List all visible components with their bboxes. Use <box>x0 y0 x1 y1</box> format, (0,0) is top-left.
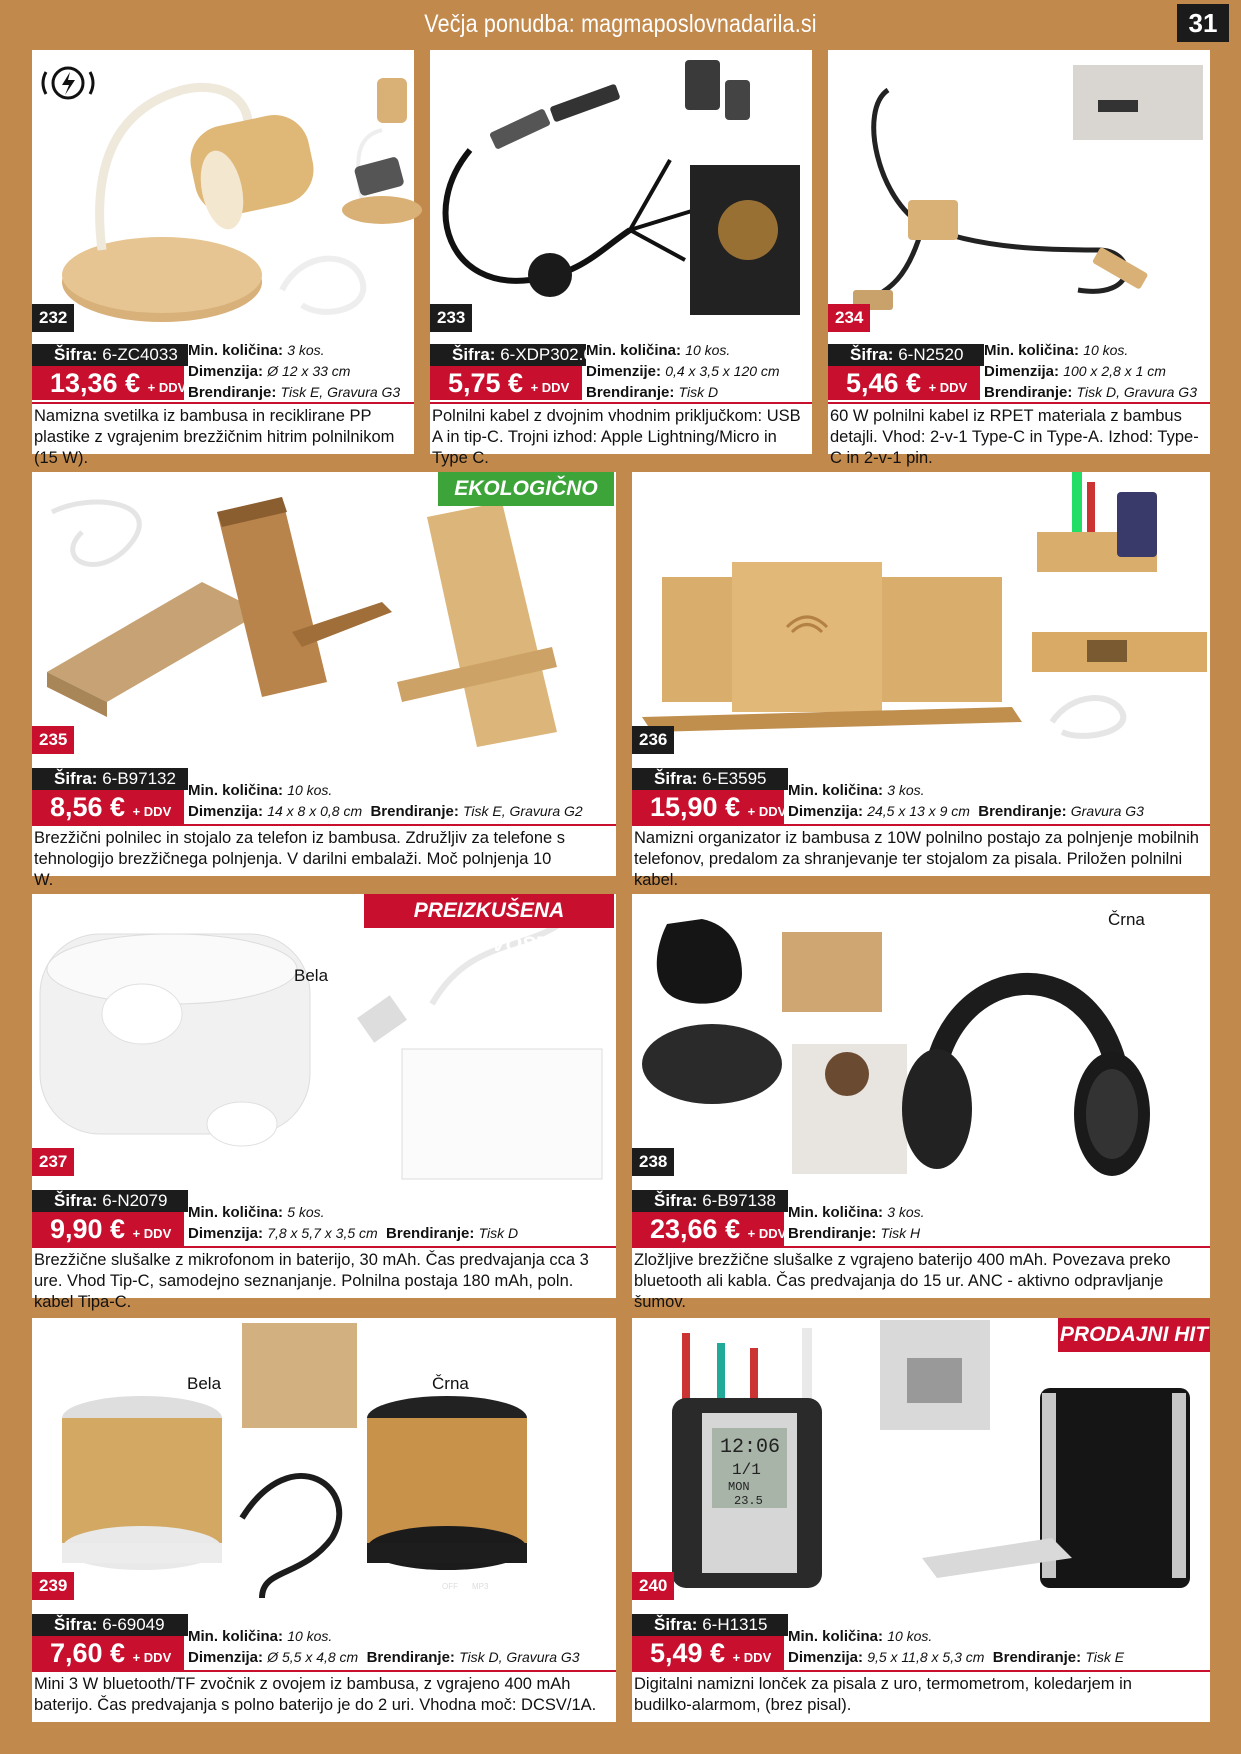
price-divider <box>32 1670 616 1672</box>
product-card-238[interactable] <box>632 894 1210 1311</box>
color-caption-white: Bela <box>294 966 329 985</box>
product-description: Polnilni kabel z dvojnim vhodnim priključkom: USB A in tip-C. Trojni izhod: Apple Lightning/Micro in Type C. <box>432 407 801 467</box>
product-card-239[interactable] <box>32 1318 616 1722</box>
charging-cable-image <box>430 50 812 340</box>
price-divider <box>32 1246 616 1248</box>
product-description: Zložljive brezžične slušalke z vgrajeno baterijo 400 mAh. Povezava preko bluetooth ali kabla. Čas predvajanja do 15 ur. ANC - aktivno odpravljanje šumov. <box>634 1251 1171 1311</box>
product-code: Šifra: 6-N2520 <box>828 344 984 366</box>
product-number: 234 <box>828 304 870 332</box>
page-number: 31 <box>1177 4 1229 42</box>
price-divider <box>632 824 1210 826</box>
clock-time-display: 12:06 <box>720 1436 781 1459</box>
headphones-image <box>632 894 1210 1184</box>
header-title: Večja ponudba: magmaposlovnadarila.si <box>424 10 817 38</box>
product-number: 235 <box>32 726 74 754</box>
product-specs: Min. količina: 10 kos. Dimenzije: 0,4 x 3,5 x 120 cm Brendiranje: Tisk D <box>586 342 780 401</box>
product-number: 240 <box>632 1572 674 1600</box>
price-divider <box>430 402 812 404</box>
clock-date-display: 1/1 <box>732 1461 761 1479</box>
price-divider <box>632 1670 1210 1672</box>
desk-lamp-image <box>32 50 414 340</box>
product-number: 236 <box>632 726 674 754</box>
phone-stand-image <box>32 472 616 762</box>
product-specs: Min. količina: 10 kos. Dimenzija: 100 x 2,8 x 1 cm Brendiranje: Tisk D, Gravura G3 <box>984 342 1197 401</box>
product-description: 60 W polnilni kabel iz RPET materiala z bambus detajli. Vhod: 2-v-1 Type-C in Type-A. Izhod: Type-C in 2-v-1 pin. <box>830 407 1199 467</box>
product-card-237[interactable] <box>32 894 616 1311</box>
product-code: Šifra: 6-N2079 <box>32 1190 188 1212</box>
page-header <box>0 0 1241 48</box>
product-code: Šifra: 6-B97132 <box>32 768 188 790</box>
product-description: Digitalni namizni lonček za pisala z uro, termometrom, koledarjem in budilko-alarmom, (brez pisal). <box>634 1675 1132 1714</box>
color-caption-black: Črna <box>1108 910 1145 929</box>
product-number: 238 <box>632 1148 674 1176</box>
product-description: Namizni organizator iz bambusa z 10W polnilno postajo za polnjenje mobilnih telefonov, predalom za shranjevanje ter stojalom za pisala. Priložen polnilni kabel. <box>634 829 1199 889</box>
color-caption-black: Črna <box>432 1374 469 1393</box>
price-divider <box>32 824 616 826</box>
usb-cable-image <box>828 50 1210 340</box>
product-price: 5,46 € + DDV <box>828 366 980 400</box>
product-specs: Min. količina: 10 kos. Dimenzija: 9,5 x 11,8 x 5,3 cm Brendiranje: Tisk E <box>788 1628 1125 1666</box>
product-code: Šifra: 6-69049 <box>32 1614 188 1636</box>
product-number: 237 <box>32 1148 74 1176</box>
product-number: 232 <box>32 304 74 332</box>
product-code: Šifra: 6-B97138 <box>632 1190 788 1212</box>
speaker-off-label: OFF <box>442 1582 458 1591</box>
product-description: Mini 3 W bluetooth/TF zvočnik z ovojem iz bambusa, z vgrajeno 400 mAh baterijo. Čas predvajanja s polno baterijo je do 2 uri. Vhodna moč: DCSV/1A. <box>34 1675 597 1714</box>
product-price: 13,36 € + DDV <box>32 366 184 400</box>
price-divider <box>828 402 1210 404</box>
speaker-mp3-label: MP3 <box>472 1582 489 1591</box>
product-price: 7,60 € + DDV <box>32 1636 184 1670</box>
clock-day-display: MON <box>728 1480 750 1494</box>
bluetooth-speaker-image <box>32 1318 616 1608</box>
product-description: Brezžični polnilec in stojalo za telefon iz bambusa. Združljiv za telefone s tehnologijo brezžičnega polnjenja. V darilni embalaži. Moč polnjenja 10 W. <box>34 829 566 889</box>
color-caption-white: Bela <box>187 1374 222 1393</box>
product-code: Šifra: 6-XDP302.68 <box>430 344 586 366</box>
product-card-240[interactable] <box>632 1318 1210 1722</box>
price-divider <box>632 1246 1210 1248</box>
product-specs: Min. količina: 5 kos. Dimenzija: 7,8 x 5,7 x 3,5 cm Brendiranje: Tisk D <box>188 1204 519 1242</box>
product-specs: Min. količina: 3 kos. Brendiranje: Tisk H <box>788 1204 925 1242</box>
product-code: Šifra: 6-H1315 <box>632 1614 788 1636</box>
product-price: 15,90 € + DDV <box>632 790 784 824</box>
product-price: 5,75 € + DDV <box>430 366 582 400</box>
product-card-232[interactable] <box>32 50 414 467</box>
product-specs: Min. količina: 10 kos. Dimenzija: Ø 5,5 x 4,8 cm Brendiranje: Tisk D, Gravura G3 <box>188 1628 580 1666</box>
product-description: Namizna svetilka iz bambusa in reciklirane PP plastike z vgrajenim brezžičnim hitrim polnilnikom (15 W). <box>34 407 395 467</box>
desk-organizer-image <box>632 472 1210 762</box>
product-card-235[interactable] <box>32 472 616 889</box>
pen-holder-clock-image <box>632 1318 1210 1608</box>
product-number: 239 <box>32 1572 74 1600</box>
product-card-236[interactable] <box>632 472 1210 889</box>
product-code: Šifra: 6-E3595 <box>632 768 788 790</box>
quality-ribbon: PREIZKUŠENA KAKOVOST <box>364 894 614 928</box>
eco-ribbon: EKOLOGIČNO <box>438 472 614 506</box>
product-card-233[interactable] <box>430 50 812 467</box>
product-price: 5,49 € + DDV <box>632 1636 784 1670</box>
bestseller-ribbon: PRODAJNI HIT <box>1058 1318 1210 1352</box>
wireless-charging-icon <box>43 68 93 98</box>
product-price: 9,90 € + DDV <box>32 1212 184 1246</box>
product-number: 233 <box>430 304 472 332</box>
product-specs: Min. količina: 3 kos. Dimenzija: Ø 12 x 33 cm Brendiranje: Tisk E, Gravura G3 <box>188 342 401 401</box>
product-specs: Min. količina: 3 kos. Dimenzija: 24,5 x 13 x 9 cm Brendiranje: Gravura G3 <box>788 782 1144 820</box>
product-price: 8,56 € + DDV <box>32 790 184 824</box>
price-divider <box>32 402 414 404</box>
clock-temp-display: 23.5 <box>734 1494 763 1508</box>
product-price: 23,66 € + DDV <box>632 1212 784 1246</box>
product-specs: Min. količina: 10 kos. Dimenzija: 14 x 8 x 0,8 cm Brendiranje: Tisk E, Gravura G2 <box>188 782 583 820</box>
product-card-234[interactable] <box>828 50 1210 467</box>
product-code: Šifra: 6-ZC4033 <box>32 344 188 366</box>
product-description: Brezžične slušalke z mikrofonom in baterijo, 30 mAh. Čas predvajanja cca 3 ure. Vhod Tip-C, samodejno seznanjanje. Polnilna postaja 180 mAh, poln. kabel Tipa-C. <box>34 1251 589 1311</box>
